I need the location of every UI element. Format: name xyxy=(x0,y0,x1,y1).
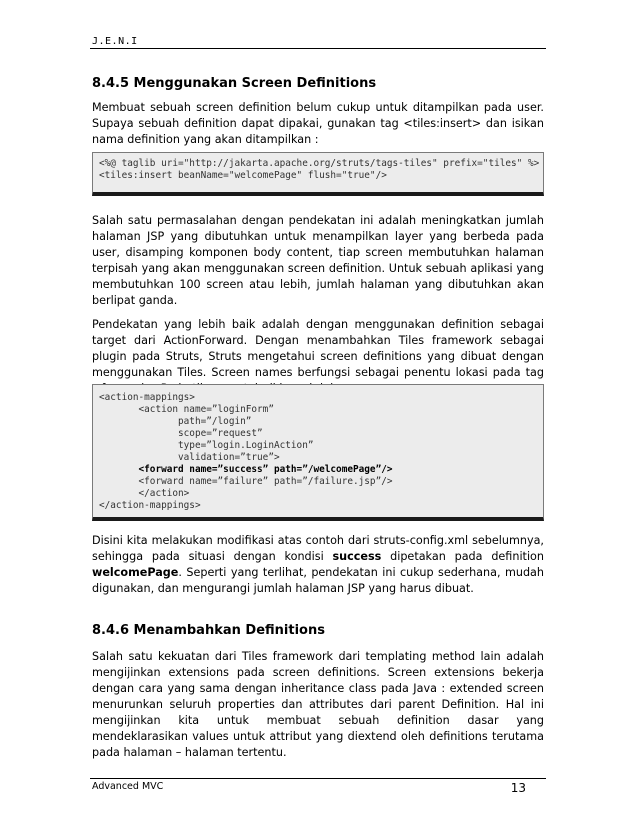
footer-divider xyxy=(90,778,546,779)
text-run: . Seperti yang terlihat, pendekatan ini cukup sederhana, mudah digunakan, dan mengurangi jumlah halaman JSP yang harus dibuat. xyxy=(92,566,544,595)
page-header-title: J.E.N.I xyxy=(92,36,138,47)
paragraph: Salah satu permasalahan dengan pendekatan ini adalah meningkatkan jumlah halaman JSP yang dibutuhkan untuk menampilkan layer yang berbeda pada user, disamping komponen body content, tiap screen membutuhkan halaman terpisah yang akan menggunakan screen definition. Untuk sebuah aplikasi yang membutuhkan 100 screen atau lebih, jumlah halaman yang dibutuhkan akan berlipat ganda. xyxy=(92,214,544,307)
page-number: 13 xyxy=(510,781,526,795)
code-line: <tiles:insert beanName="welcomePage" flush="true"/> xyxy=(99,170,387,181)
code-line: <forward name=”failure” path=”/failure.jsp”/> xyxy=(99,476,393,487)
code-line: validation=”true”> xyxy=(99,452,280,463)
code-line: type=”login.LoginAction” xyxy=(99,440,314,451)
code-line: <%@ taglib uri="http://jakarta.apache.org/struts/tags-tiles" prefix="tiles" %> xyxy=(99,158,540,169)
code-line: </action-mappings> xyxy=(99,500,201,511)
code-block xyxy=(92,384,544,521)
section-heading-8-4-5: 8.4.5 Menggunakan Screen Definitions xyxy=(92,76,377,91)
header-divider xyxy=(90,48,546,49)
code-line: <action name=”loginForm” xyxy=(99,404,274,415)
code-line: scope=”request” xyxy=(99,428,263,439)
code-line: path=”/login” xyxy=(99,416,252,427)
paragraph xyxy=(92,533,544,597)
paragraph: Membuat sebuah screen definition belum cukup untuk ditampilkan pada user. Supaya sebuah definition dapat dipakai, gunakan tag <tiles:insert> dan isikan nama definition yang akan ditampilkan : xyxy=(92,101,544,146)
keyword-success: success xyxy=(332,550,382,563)
code-line: </action> xyxy=(99,488,190,499)
text-run: Disini kita melakukan modifikasi atas contoh dari struts-config.xml sebelumnya, sehingga pada situasi dengan kondisi xyxy=(92,534,544,563)
code-block xyxy=(92,152,544,196)
paragraph: Pendekatan yang lebih baik adalah dengan menggunakan definition sebagai target dari ActionForward. Dengan menambahkan Tiles framework sebagai plugin pada Struts, Struts mengetahui screen definitions yang dibuat dengan menggunakan Tiles. Screen names berfungsi sebagai penentu lokasi pada tag xyxy=(92,318,544,379)
keyword-welcomepage: welcomePage xyxy=(92,566,179,579)
paragraph: Salah satu kekuatan dari Tiles framework dari templating method lain adalah mengijinkan extensions pada screen definitions. Screen extensions bekerja dengan cara yang sama dengan inheritance class pada Java : extended screen menurunkan seluruh properties dan attributes dari parent Definition. Hal ini mengijinkan kita untuk membuat sebuah definition dasar yang mendeklarasikan values untuk attribut yang diextend oleh definitions terutama pada halaman – halaman tertentu. xyxy=(92,650,544,759)
section-heading-8-4-6: 8.4.6 Menambahkan Definitions xyxy=(92,623,325,638)
code-line: <forward name=”success” path=”/welcomePage”/> xyxy=(99,464,393,475)
footer-chapter-title: Advanced MVC xyxy=(92,781,164,792)
code-line: <action-mappings> xyxy=(99,392,195,403)
text-run: dipetakan pada definition xyxy=(381,550,544,563)
